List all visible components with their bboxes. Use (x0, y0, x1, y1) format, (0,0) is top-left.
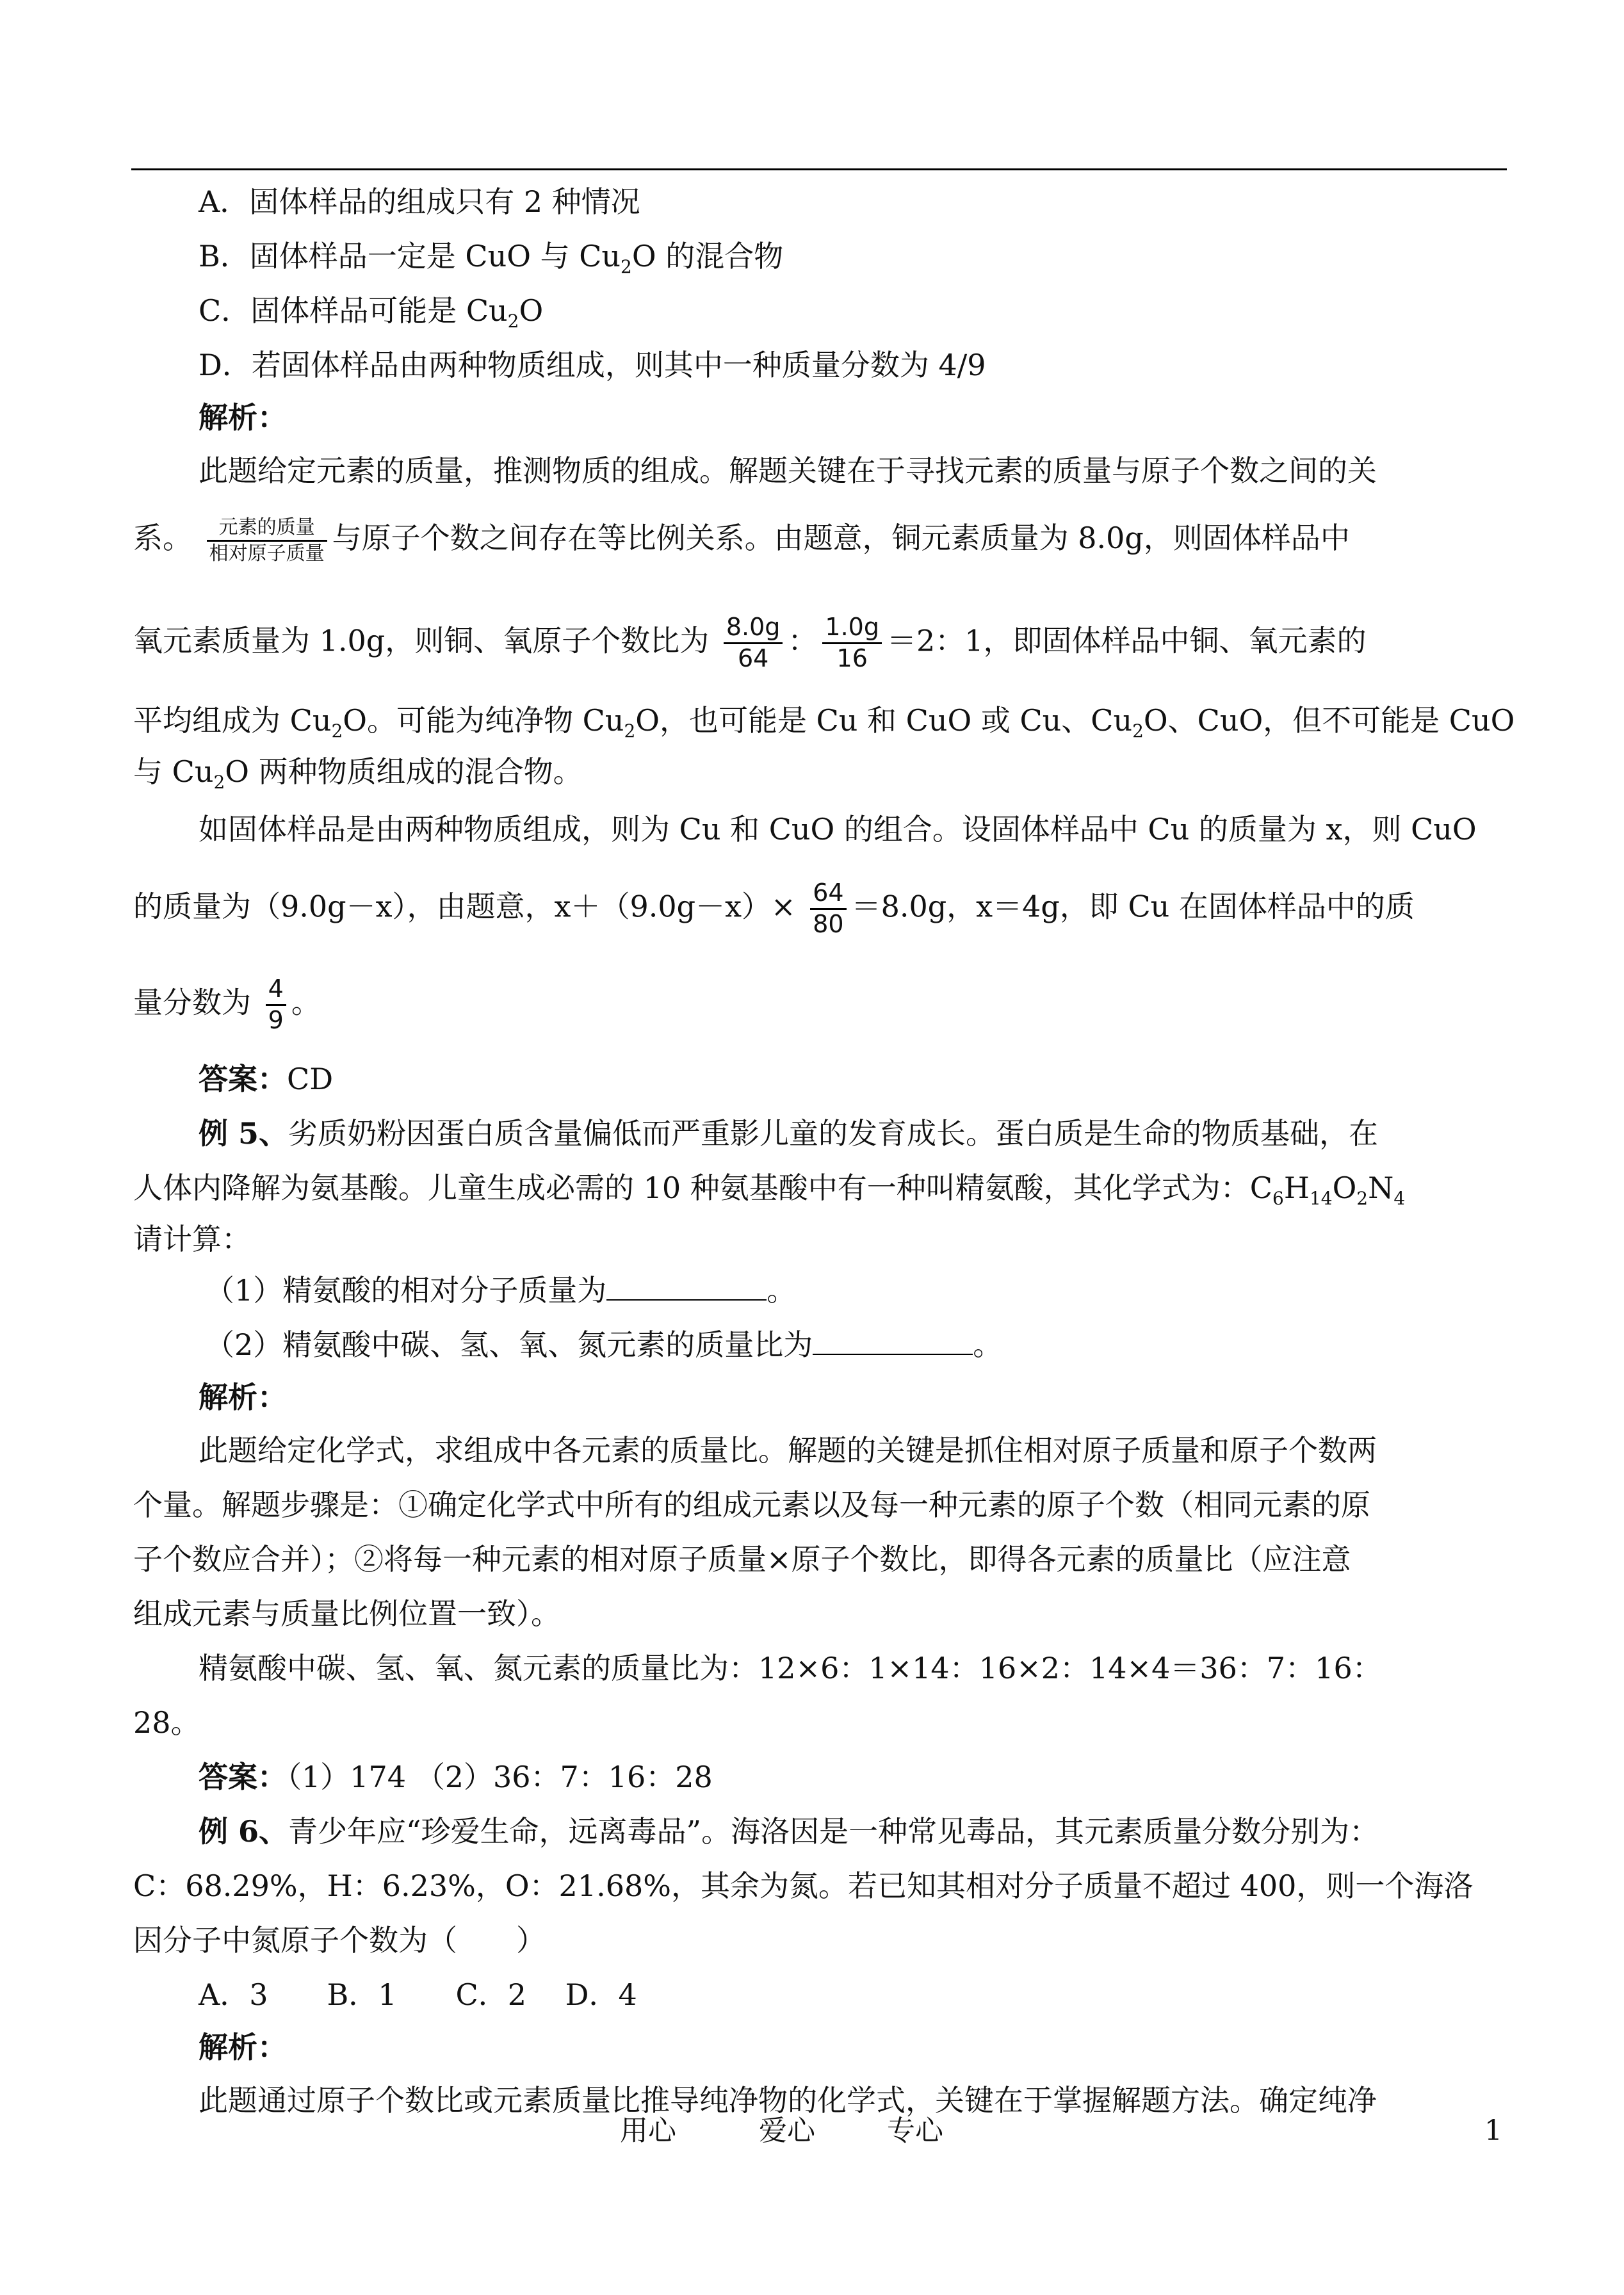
analysis-heading-2: 解析： (199, 1380, 287, 1415)
option-d: D．若固体样品由两种物质组成，则其中一种质量分数为 4/9 (199, 348, 986, 382)
analysis-1-line-1: 此题给定元素的质量，推测物质的组成。解题关键在于寻找元素的质量与原子个数之间的关 (199, 453, 1377, 488)
answer-blank-1 (606, 1271, 767, 1301)
analysis-1-line-8: 量分数为 $\frac{4}{9}$ 。 (133, 975, 321, 1034)
analysis-2-line-6: 28。 (133, 1705, 200, 1740)
page-number: 1 (1484, 2114, 1502, 2147)
analysis-2-line-1: 此题给定化学式，求组成中各元素的质量比。解题的关键是抓住相对原子质量和原子个数两 (199, 1433, 1377, 1468)
analysis-1-line-4: 平均组成为 $Cu_2O$。可能为纯净物 $Cu_2O$，也可能是 Cu 和 CuO 或 Cu、$Cu_2O$、CuO，但不可能是 CuO (133, 703, 1515, 742)
example-5-line-3: 请计算： (133, 1222, 251, 1256)
header-rule (131, 168, 1507, 170)
answer-blank-2 (813, 1326, 973, 1355)
example-6-line-2: C：68.29%，H：6.23%，O：21.68%，其余为氮。若已知其相对分子质量不超过 400，则一个海洛 (133, 1869, 1474, 1903)
analysis-1-line-6: 如固体样品是由两种物质组成，则为 Cu 和 CuO 的组合。设固体样品中 Cu 的质量为 x，则 CuO (199, 812, 1477, 847)
example-5-line-2: 人体内降解为氨基酸。儿童生成必需的 10 种氨基酸中有一种叫精氨酸，其化学式为：$C_6H_{14}O_2N_4$ (133, 1171, 1406, 1209)
fraction-element-mass-over-atomic-mass: $\frac{\text{元素的质量}}{\text{相对原子质量}}$ (207, 517, 327, 564)
fraction-4-over-9: $\frac{4}{9}$ (266, 977, 286, 1034)
question-2: （2）精氨酸中碳、氢、氧、氮元素的质量比为 。 (205, 1326, 1002, 1364)
option-a: A．固体样品的组成只有 2 种情况 (199, 184, 640, 219)
footer-motto-1: 用心 (620, 2114, 676, 2147)
answer-2: 答案：（1）174 （2）36：7：16：28 (199, 1760, 713, 1794)
analysis-heading-3: 解析： (199, 2030, 287, 2064)
analysis-1-line-5: 与 $Cu_2O$ 两种物质组成的混合物。 (133, 754, 583, 793)
fraction-1g-over-16: $\frac{1.0g}{16}$ (822, 615, 882, 672)
example-6-line-1: 例 6、青少年应“珍爱生命，远离毒品”。海洛因是一种常见毒品，其元素质量分数分别为： (199, 1814, 1379, 1849)
analysis-1-line-3: 氧元素质量为 1.0g，则铜、氧原子个数比为 $\frac{8.0g}{64}$ ： $\frac{1.0g}{16}$ ＝2：1，即固体样品中铜、氧元素的 (133, 613, 1367, 672)
analysis-2-line-2: 个量。解题步骤是：①确定化学式中所有的组成元素以及每一种元素的原子个数（相同元素的原 (133, 1488, 1370, 1522)
example-5-line-1: 例 5、劣质奶粉因蛋白质含量偏低而严重影儿童的发育成长。蛋白质是生命的物质基础，在 (199, 1116, 1379, 1151)
example-6-line-3: 因分子中氮原子个数为（ ） (133, 1923, 546, 1958)
footer-motto-2: 爱心 (759, 2114, 815, 2147)
option-b: B．固体样品一定是 CuO 与 $Cu_2O$ 的混合物 (199, 239, 784, 277)
fraction-8g-over-64: $\frac{8.0g}{64}$ (724, 615, 783, 672)
analysis-2-line-5: 精氨酸中碳、氢、氧、氮元素的质量比为：12×6：1×14：16×2：14×4＝36：7：16： (199, 1651, 1382, 1685)
analysis-heading-1: 解析： (199, 400, 287, 435)
analysis-1-line-2: 系。 $\frac{\text{元素的质量}}{\text{相对原子质量}}$ 与原子个数之间存在等比例关系。由题意，铜元素质量为 8.0g，则固体样品中 (133, 516, 1350, 565)
example-6-options: A．3 B．1 C．2 D．4 (199, 1977, 637, 2012)
option-c: C．固体样品可能是 $Cu_2O$ (199, 293, 544, 332)
analysis-1-line-7: 的质量为（9.0g－x），由题意，x＋（9.0g－x）× $\frac{64}{80}$ ＝8.0g，x＝4g，即 Cu 在固体样品中的质 (133, 879, 1415, 938)
analysis-2-line-3: 子个数应合并）；②将每一种元素的相对原子质量×原子个数比，即得各元素的质量比（应注意 (133, 1542, 1351, 1577)
analysis-3-line-1: 此题通过原子个数比或元素质量比推导纯净物的化学式，关键在于掌握解题方法。确定纯净 (199, 2083, 1377, 2118)
answer-1: 答案：CD (199, 1062, 334, 1096)
analysis-2-line-4: 组成元素与质量比例位置一致）。 (133, 1596, 560, 1631)
question-1: （1）精氨酸的相对分子质量为 。 (205, 1271, 796, 1310)
fraction-64-over-80: $\frac{64}{80}$ (810, 880, 846, 937)
footer-motto-3: 专心 (887, 2114, 943, 2147)
